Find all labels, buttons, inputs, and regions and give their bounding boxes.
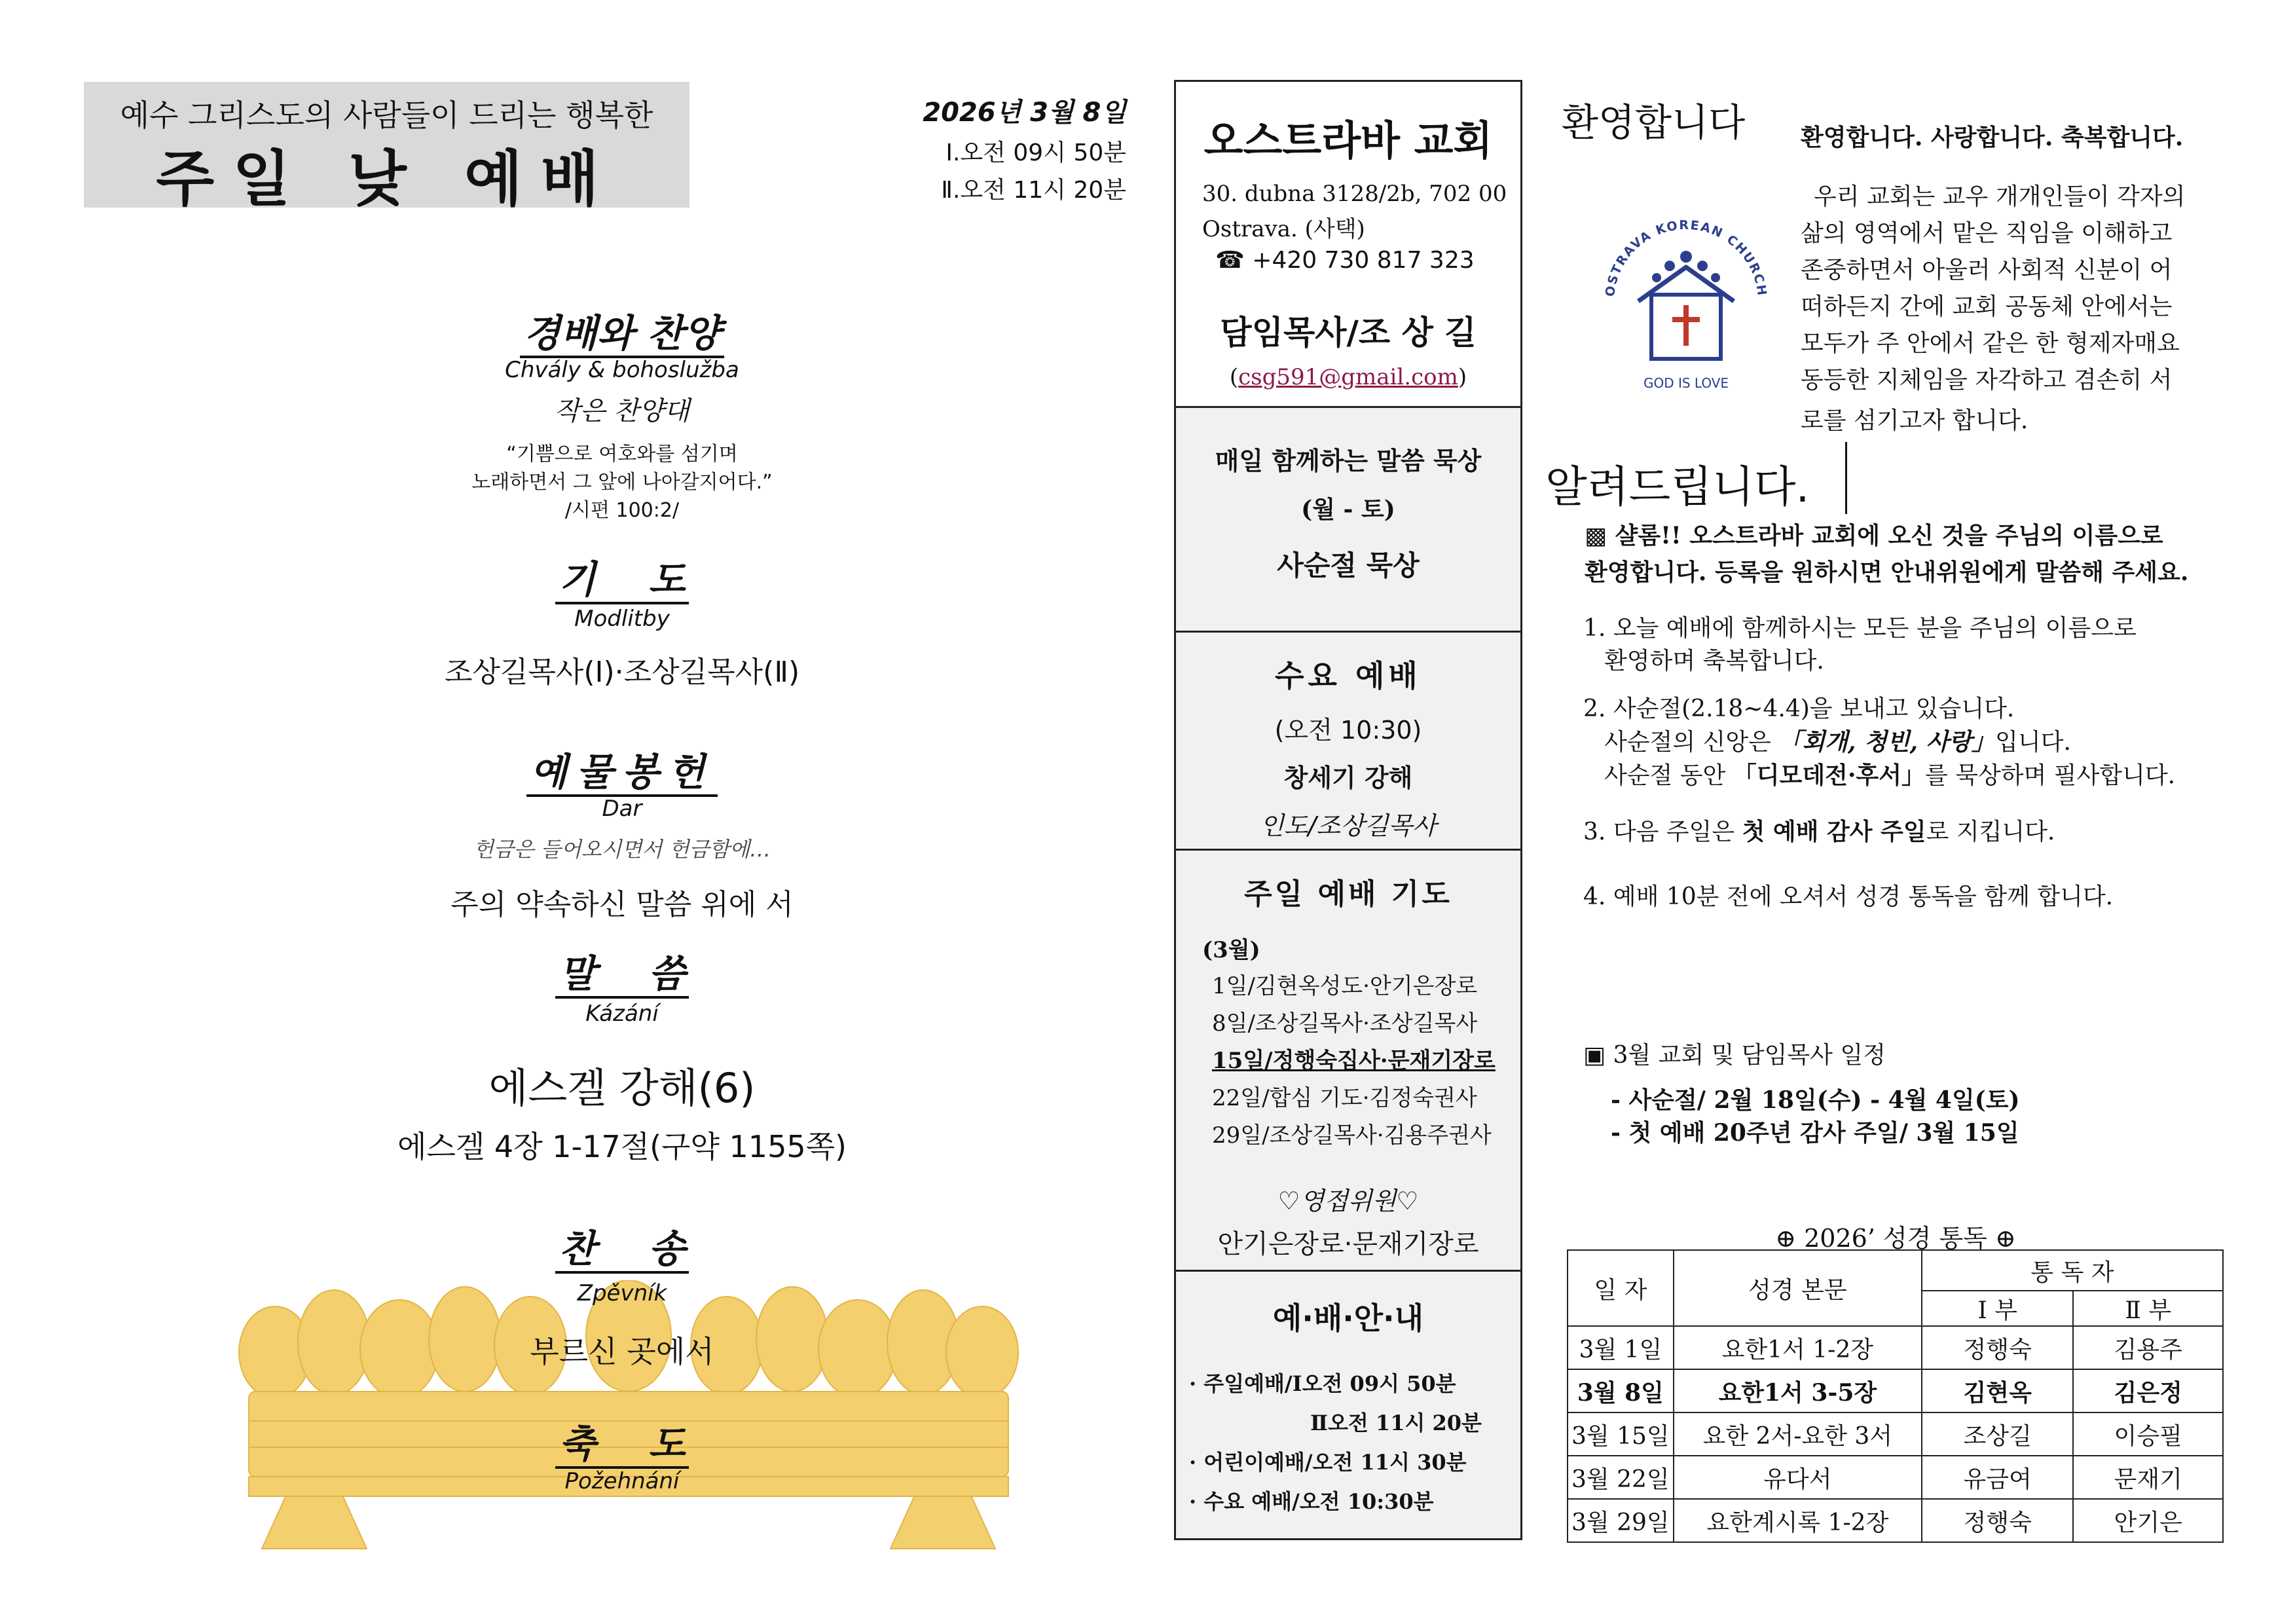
cell-reader-1: 유금여 (1922, 1456, 2074, 1499)
blessing-title: 축 도 (555, 1422, 689, 1469)
guide-line-2: Ⅱ오전 11시 20분 (1310, 1411, 1482, 1435)
sermon-passage: 에스겔 4장 1-17절(구약 1155쪽) (397, 1129, 847, 1164)
offering-note: 헌금은 들어오시면서 헌금함에… (473, 837, 771, 862)
cell-reader-2: 안기은 (2073, 1499, 2223, 1542)
schedule-item-1: - 사순절/ 2월 18일(수) - 4월 4일(토) (1611, 1086, 2020, 1114)
welcome-line: 존중하면서 아울러 사회적 신분이 어 (1801, 257, 2173, 284)
table-row (1568, 1326, 2223, 1369)
table-row (1568, 1456, 2223, 1499)
daily-meditation (1176, 408, 1520, 631)
verse-line-1: “기쁨으로 여호와를 섬기며 (506, 443, 738, 466)
prayer-list-item: 29일/조상길목사·김용주권사 (1212, 1122, 1492, 1149)
prayer-list-item: 22일/합심 기도·김정숙권사 (1212, 1085, 1477, 1111)
blessing-heading (327, 1413, 917, 1468)
prayer-title: 기 도 (555, 557, 689, 604)
page-title: 주일 낮 예배 (156, 144, 617, 214)
text-part: 를 묵상하며 필사합니다. (1924, 762, 2176, 789)
welcome-line: 동등한 지체임을 자각하고 겸손히 서 (1801, 367, 2173, 394)
text-part: 로 지킵니다. (1926, 819, 2055, 845)
welcome-line: 우리 교회는 교우 개개인들이 각자의 (1814, 183, 2186, 210)
cell-passage: 요한1서 3-5장 (1674, 1369, 1922, 1412)
shalom-notice (1585, 517, 2213, 591)
notice-divider (1845, 442, 1847, 514)
table-header-row (1568, 1250, 2223, 1291)
service-date: 2026년 3월 8일 (923, 98, 1126, 128)
sunday-prayer-title: 주일 예배 기도 (1244, 877, 1452, 911)
hymn-text: 부르신 곳에서 (530, 1334, 714, 1369)
cell-passage: 요한 2서-요한 3서 (1674, 1412, 1922, 1456)
offering-heading (327, 741, 917, 796)
sermon-subtitle: Kázání (585, 1001, 659, 1027)
hymn-subtitle: Zpěvník (577, 1280, 667, 1306)
text-part: 사순절의 신앙은 (1604, 729, 1779, 756)
notice-title: 알려드립니다. (1545, 462, 1810, 512)
verse-line-2: 노래하면서 그 앞에 나아갈지어다.” (471, 471, 773, 494)
pastor-name: 담임목사/조 상 길 (1220, 313, 1477, 352)
prayer-leaders: 조상길목사(Ⅰ)·조상길목사(Ⅱ) (444, 655, 800, 689)
wednesday-leader: 인도/조상길목사 (1260, 811, 1437, 840)
header-subtitle: 예수 그리스도의 사람들이 드리는 행복한 (120, 98, 653, 133)
cell-date: 3월 15일 (1568, 1412, 1674, 1456)
col-header-part2: Ⅱ 부 (2073, 1291, 2223, 1326)
cell-reader-1: 정행숙 (1922, 1499, 2074, 1542)
cell-reader-2: 김은정 (2073, 1369, 2223, 1412)
cell-date: 3월 8일 (1568, 1369, 1674, 1412)
welcome-line: 로를 섬기고자 합니다. (1801, 407, 2029, 434)
wednesday-title: 수요 예배 (1275, 658, 1422, 693)
notice-2-line-c (1583, 759, 2212, 792)
lent-virtues: 「회개, 청빈, 사랑」 (1778, 728, 1996, 756)
church-phone: ☎ +420 730 817 323 (1215, 247, 1475, 274)
sermon-title: 말 씀 (555, 951, 689, 999)
daily-topic: 사순절 묵상 (1277, 549, 1420, 581)
daily-title: 매일 함께하는 말씀 묵상 (1215, 447, 1482, 475)
table-row (1568, 1499, 2223, 1542)
notice-1-line-b: 환영하며 축복합니다. (1604, 648, 1824, 674)
schedule-title: ▣ 3월 교회 및 담임목사 일정 (1583, 1042, 1886, 1069)
sermon-series: 에스겔 강해(6) (488, 1064, 756, 1112)
notice-2-line-a: 2. 사순절(2.18~4.4)을 보내고 있습니다. (1583, 695, 2015, 722)
welcome-title: 환영합니다 (1562, 100, 1746, 145)
worship-guide (1176, 1272, 1520, 1538)
cell-reader-2: 문재기 (2073, 1456, 2223, 1499)
wednesday-service (1176, 633, 1520, 849)
shalom-line-1: ▩ 샬롬!! 오스트라바 교회에 오신 것을 주님의 이름으로 (1585, 522, 2163, 549)
cell-reader-1: 조상길 (1922, 1412, 2074, 1456)
info-panel (1174, 80, 1522, 1540)
bible-reading-table (1567, 1249, 2224, 1543)
cell-reader-2: 김용주 (2073, 1326, 2223, 1369)
notice-item-3 (1583, 815, 2212, 849)
offering-subtitle: Dar (602, 796, 642, 822)
church-logo (1598, 203, 1774, 399)
hymn-heading (327, 1218, 917, 1273)
welcome-line: 모두가 주 안에서 같은 한 형제자매요 (1801, 330, 2180, 357)
cell-date: 3월 22일 (1568, 1456, 1674, 1499)
worship-title: 경배와 찬양 (520, 311, 724, 358)
prayer-list-item: 8일/조상길목사·조상길목사 (1212, 1010, 1478, 1037)
cell-reader-2: 이승필 (2073, 1412, 2223, 1456)
welcome-headline: 환영합니다. 사랑합니다. 축복합니다. (1801, 124, 2184, 151)
worship-subtitle: Chvály & bohoslužba (505, 357, 739, 383)
church-name: 오스트라바 교회 (1203, 117, 1493, 164)
svg-text:OSTRAVA KOREAN CHURCH: OSTRAVA KOREAN CHURCH (1602, 217, 1770, 298)
service-time-1: Ⅰ.오전 09시 50분 (946, 139, 1126, 166)
prayer-subtitle: Modlitby (574, 606, 670, 632)
worship-heading (327, 303, 917, 358)
cell-passage: 요한1서 1-2장 (1674, 1326, 1922, 1369)
lent-book: 「디모데전·후서」 (1733, 762, 1925, 789)
notice-item-4: 4. 예배 10분 전에 오셔서 성경 통독을 함께 합니다. (1583, 883, 2114, 910)
col-header-part1: Ⅰ 부 (1922, 1291, 2074, 1326)
notice-2-line-b (1583, 726, 2212, 759)
worship-leader: 작은 찬양대 (555, 396, 689, 426)
text-part: 입니다. (1995, 729, 2071, 756)
welcome-line: 떠하든지 간에 교회 공동체 안에서는 (1801, 293, 2173, 320)
notice-item-2 (1583, 693, 2212, 792)
church-info (1176, 108, 1520, 390)
cell-passage: 요한계시록 1-2장 (1674, 1499, 1922, 1542)
church-address-1: 30. dubna 3128/2b, 702 00 (1202, 181, 1507, 207)
hymn-title: 찬 송 (555, 1227, 689, 1274)
cell-reader-1: 정행숙 (1922, 1326, 2074, 1369)
shalom-line-2: 환영합니다. 등록을 원하시면 안내위원에게 말씀해 주세요. (1585, 559, 2189, 586)
prayer-list (1176, 968, 1520, 1154)
guide-line-3: · 어린이예배/오전 11시 30분 (1189, 1450, 1467, 1475)
offering-title: 예물봉헌 (526, 750, 718, 797)
usher-names: 안기은장로·문재기장로 (1217, 1229, 1479, 1259)
schedule-item-2: - 첫 예배 20주년 감사 주일/ 3월 15일 (1611, 1119, 2019, 1147)
sunday-prayer (1176, 851, 1520, 1270)
cell-reader-1: 김현옥 (1922, 1369, 2074, 1412)
prayer-heading (327, 549, 917, 604)
text-part: 3. 다음 주일은 (1583, 819, 1742, 845)
wednesday-time: (오전 10:30) (1274, 716, 1422, 745)
cell-date: 3월 29일 (1568, 1499, 1674, 1542)
thanksgiving-sunday: 첫 예배 감사 주일 (1742, 818, 1926, 845)
prayer-list-item: 1일/김현옥성도·안기은장로 (1212, 973, 1478, 999)
col-header-passage: 성경 본문 (1674, 1250, 1922, 1326)
cell-passage: 유다서 (1674, 1456, 1922, 1499)
usher-title: ♡영접위원♡ (1277, 1187, 1419, 1215)
service-time-2: Ⅱ.오전 11시 20분 (941, 177, 1126, 204)
cell-date: 3월 1일 (1568, 1326, 1674, 1369)
wednesday-topic: 창세기 강해 (1283, 764, 1413, 792)
pastor-email-wrap: (csg591@gmail.com) (1229, 364, 1467, 390)
pastor-email-link[interactable]: csg591@gmail.com (1238, 364, 1458, 390)
notice-1-line-a: 1. 오늘 예배에 함께하시는 모든 분을 주님의 이름으로 (1583, 615, 2137, 642)
guide-line-1: · 주일예배/Ⅰ오전 09시 50분 (1189, 1371, 1456, 1396)
notice-item-1 (1583, 612, 2212, 678)
offering-hymn: 주의 약속하신 말씀 위에 서 (450, 888, 794, 921)
prayer-month: (3월) (1202, 937, 1260, 963)
verse-ref: /시편 100:2/ (564, 499, 680, 522)
sermon-heading (327, 943, 917, 998)
bible-reading-title: ⊕ 2026’ 성경 통독 ⊕ (1775, 1224, 2016, 1253)
table-row (1568, 1369, 2223, 1412)
welcome-line: 삶의 영역에서 맡은 직임을 이해하고 (1801, 220, 2173, 247)
blessing-subtitle: Požehnání (564, 1468, 680, 1494)
guide-line-4: · 수요 예배/오전 10:30분 (1189, 1489, 1434, 1514)
table-row (1568, 1412, 2223, 1456)
col-header-readers: 통 독 자 (1922, 1250, 2223, 1291)
text-part: 사순절 동안 (1604, 762, 1733, 789)
logo-motto: GOD IS LOVE (1643, 375, 1729, 391)
guide-title: 예·배·안·내 (1272, 1301, 1424, 1336)
daily-days: (월 - 토) (1301, 496, 1395, 523)
prayer-list-item: 15일/정행숙집사·문재기장로 (1212, 1048, 1496, 1074)
church-address-2: Ostrava. (사택) (1202, 216, 1365, 242)
col-header-date: 일 자 (1568, 1250, 1674, 1326)
